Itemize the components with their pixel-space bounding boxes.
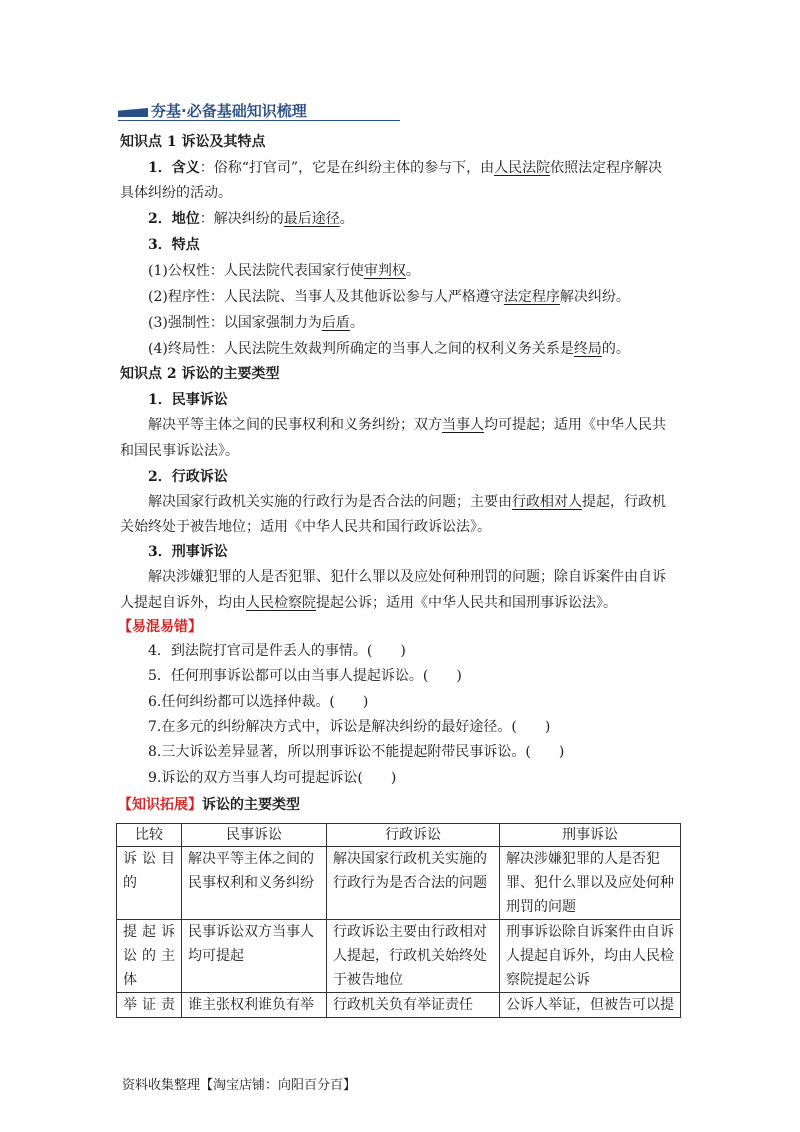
cell-line: 行政行为是否合法的问题 bbox=[333, 875, 487, 891]
cell-line: 讼的主 bbox=[123, 948, 175, 964]
kp2-admin-text-end: 提起，行政机 bbox=[582, 494, 666, 510]
kp1-item1-text: ：俗称“打官司”，它是在纠纷主体的参与下，由 bbox=[199, 160, 495, 176]
kp1-f4-text: (4)终局性：人民法院生效裁判所确定的当事人之间的权利义务关系是 bbox=[148, 341, 574, 357]
cell-line: 均可提起 bbox=[188, 948, 244, 964]
kp2-criminal-underlined: 人民检察院 bbox=[246, 595, 316, 611]
kp1-feature-4 bbox=[148, 340, 630, 358]
kp1-f2-underlined: 法定程序 bbox=[503, 289, 560, 305]
kp1-f3-text: (3)强制性：以国家强制力为 bbox=[148, 315, 322, 331]
error-item: 7.在多元的纠纷解决方式中，诉讼是解决纠纷的最好途径。( ) bbox=[148, 719, 551, 735]
extension-title: 诉讼的主要类型 bbox=[202, 797, 300, 813]
extension-heading bbox=[118, 796, 300, 814]
table-cell bbox=[182, 993, 327, 1018]
cell-line: 公诉人举证，但被告可以提 bbox=[506, 997, 674, 1013]
kp1-item1-line2: 具体纠纷的活动。 bbox=[120, 185, 232, 201]
kp1-f1-end: 。 bbox=[405, 263, 420, 279]
kp1-title: 知识点 1 诉讼及其特点 bbox=[120, 134, 266, 150]
cell-line: 诉讼目 bbox=[123, 851, 175, 867]
cell-line: 体 bbox=[123, 972, 137, 988]
cell-line: 于被告地位 bbox=[333, 972, 403, 988]
table-row-header bbox=[117, 920, 182, 993]
cell-line: 人提起自诉外，均由人民检 bbox=[506, 948, 674, 964]
cell-line: 谁主张权利谁负有举 bbox=[188, 997, 314, 1013]
kp2-civil-line1 bbox=[148, 416, 666, 434]
table-header-cell: 比较 bbox=[117, 824, 182, 847]
cell-line: 罪、犯什么罪以及应处何种 bbox=[506, 875, 674, 891]
table-cell bbox=[500, 847, 681, 920]
kp1-item1-underlined: 人民法院 bbox=[494, 160, 551, 176]
kp1-item2-text: ：解决纠纷的 bbox=[199, 211, 284, 227]
kp2-civil-text: 解决平等主体之间的民事权利和义务纠纷；双方 bbox=[148, 417, 442, 433]
cell-line: 察院提起公诉 bbox=[506, 972, 590, 988]
table-header-cell: 行政诉讼 bbox=[327, 824, 500, 847]
kp2-criminal-text-end: 提起公诉；适用《中华人民共和国刑事诉讼法》。 bbox=[316, 595, 617, 611]
table-header-row bbox=[117, 824, 681, 847]
kp2-criminal-line2 bbox=[120, 594, 617, 612]
kp1-f4-end: 的。 bbox=[601, 341, 630, 357]
extension-tag: 【知识拓展】 bbox=[118, 797, 202, 813]
kp1-f4-underlined: 终局 bbox=[573, 341, 602, 357]
kp1-feature-3 bbox=[148, 314, 364, 332]
error-item: 5．任何刑事诉讼都可以由当事人提起诉讼。( ) bbox=[148, 668, 462, 684]
header-underline bbox=[118, 120, 400, 121]
kp1-item2-underlined: 最后途径 bbox=[283, 211, 340, 227]
kp2-admin-line1 bbox=[148, 493, 666, 511]
kp2-admin-text: 解决国家行政机关实施的行政行为是否合法的问题；主要由 bbox=[148, 494, 512, 510]
kp1-feature-1 bbox=[148, 262, 420, 280]
section-header-title: 夯基·必备基础知识梳理 bbox=[151, 102, 307, 120]
cell-line: 刑事诉讼除自诉案件由自诉 bbox=[506, 924, 674, 940]
kp2-title: 知识点 2 诉讼的主要类型 bbox=[120, 366, 280, 382]
kp1-f2-text: (2)程序性：人民法院、当事人及其他诉讼参与人严格遵守 bbox=[148, 289, 504, 305]
kp1-item3-label: 3．特点 bbox=[148, 237, 200, 253]
error-item: 4．到法院打官司是件丢人的事情。( ) bbox=[148, 643, 406, 659]
cell-line: 解决国家行政机关实施的 bbox=[333, 851, 487, 867]
kp2-criminal-text: 人提起自诉外，均由 bbox=[120, 595, 246, 611]
error-item: 6.任何纠纷都可以选择仲裁。( ) bbox=[148, 694, 369, 710]
cell-line: 行政诉讼主要由行政相对 bbox=[333, 924, 487, 940]
kp1-item2-label: 2．地位 bbox=[148, 211, 200, 227]
header-bar-decoration bbox=[118, 108, 148, 117]
cell-line: 的 bbox=[123, 875, 137, 891]
table-row bbox=[117, 920, 681, 993]
kp1-f3-end: 。 bbox=[349, 315, 364, 331]
table-cell bbox=[500, 920, 681, 993]
table-header-cell: 刑事诉讼 bbox=[500, 824, 681, 847]
kp1-f1-underlined: 审判权 bbox=[363, 263, 406, 279]
kp2-criminal-line1: 解决涉嫌犯罪的人是否犯罪、犯什么罪以及应处何种刑罚的问题；除自诉案件由自诉 bbox=[148, 569, 666, 585]
kp2-admin-label: 2．行政诉讼 bbox=[148, 469, 228, 485]
section-header bbox=[118, 100, 400, 122]
cell-line: 举证责 bbox=[123, 997, 175, 1013]
table-cell bbox=[327, 920, 500, 993]
kp2-admin-line2: 关始终处于被告地位；适用《中华人民共和国行政诉讼法》。 bbox=[120, 519, 491, 535]
kp2-civil-underlined: 当事人 bbox=[442, 417, 484, 433]
cell-line: 解决涉嫌犯罪的人是否犯 bbox=[506, 851, 660, 867]
cell-line: 民事权利和义务纠纷 bbox=[188, 875, 314, 891]
kp2-civil-label: 1．民事诉讼 bbox=[148, 392, 228, 408]
table-header-cell: 民事诉讼 bbox=[182, 824, 327, 847]
cell-line: 刑罚的问题 bbox=[506, 899, 576, 915]
kp1-item2-end: 。 bbox=[339, 211, 354, 227]
table-cell bbox=[182, 847, 327, 920]
table-row bbox=[117, 847, 681, 920]
kp1-f3-underlined: 后盾 bbox=[321, 315, 350, 331]
kp1-f2-end: 解决纠纷。 bbox=[559, 289, 630, 305]
table-row-header bbox=[117, 847, 182, 920]
kp2-civil-text-end: 均可提起；适用《中华人民共 bbox=[484, 417, 666, 433]
kp2-admin-underlined: 行政相对人 bbox=[512, 494, 582, 510]
cell-line: 解决平等主体之间的 bbox=[188, 851, 314, 867]
table-cell bbox=[182, 920, 327, 993]
table-cell bbox=[327, 993, 500, 1018]
table-row-header bbox=[117, 993, 182, 1018]
kp1-feature-2 bbox=[148, 288, 630, 306]
kp1-item1-label: 1．含义 bbox=[148, 160, 200, 176]
table-row bbox=[117, 993, 681, 1018]
comparison-table bbox=[116, 823, 681, 1018]
cell-line: 行政机关负有举证责任 bbox=[333, 997, 473, 1013]
kp1-item1-line1 bbox=[148, 159, 662, 177]
cell-line: 提起诉 bbox=[123, 924, 175, 940]
table-cell bbox=[500, 993, 681, 1018]
cell-line: 人提起，行政机关始终处 bbox=[333, 948, 487, 964]
error-item: 9.诉讼的双方当事人均可提起诉讼( ) bbox=[148, 770, 397, 786]
error-item: 8.三大诉讼差异显著，所以刑事诉讼不能提起附带民事诉讼。( ) bbox=[148, 744, 565, 760]
kp2-criminal-label: 3．刑事诉讼 bbox=[148, 544, 228, 560]
kp1-f1-text: (1)公权性：人民法院代表国家行使 bbox=[148, 263, 364, 279]
cell-line: 民事诉讼双方当事人 bbox=[188, 924, 314, 940]
errors-title: 【易混易错】 bbox=[118, 619, 202, 635]
footer-note: 资料收集整理【淘宝店铺：向阳百分百】 bbox=[122, 1078, 357, 1093]
kp1-item2 bbox=[148, 210, 354, 228]
kp1-item1-text-end: 依照法定程序解决 bbox=[550, 160, 663, 176]
kp2-civil-line2: 和国民事诉讼法》。 bbox=[120, 443, 239, 459]
table-cell bbox=[327, 847, 500, 920]
